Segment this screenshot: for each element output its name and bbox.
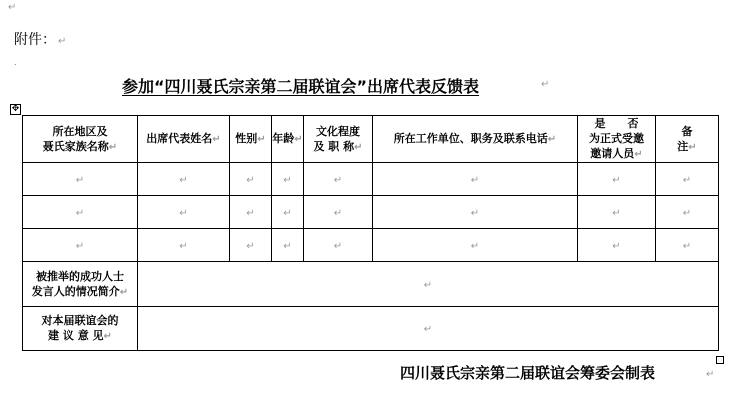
table-cell[interactable] <box>304 196 373 229</box>
empty-paragraph-dot: . <box>14 58 17 67</box>
table-cell[interactable] <box>272 163 304 196</box>
cell-mark: ↵ <box>246 240 255 252</box>
table-cell[interactable] <box>373 229 578 262</box>
cell-mark: ↵ <box>682 207 692 219</box>
cell-mark: ↵ <box>682 174 692 186</box>
column-header[interactable] <box>272 116 304 163</box>
table-cell[interactable] <box>230 163 272 196</box>
table-header-row <box>23 116 719 163</box>
table-row <box>23 229 719 262</box>
cell-mark: ↵ <box>179 207 188 219</box>
table-move-handle-icon[interactable]: ✥ <box>11 104 20 114</box>
recommend-label-cell[interactable] <box>23 262 138 307</box>
table-cell[interactable] <box>272 229 304 262</box>
column-header[interactable] <box>230 116 272 163</box>
recommend-label: 被推举的成功人士 发言人的情况简介 <box>31 269 124 298</box>
cell-mark: ↵ <box>547 134 557 145</box>
cell-mark: ↵ <box>294 134 303 145</box>
cell-mark: ↵ <box>103 331 112 342</box>
table-cell[interactable] <box>138 229 230 262</box>
cell-mark: ↵ <box>612 174 621 186</box>
table-cell[interactable] <box>656 163 719 196</box>
cell-mark: ↵ <box>470 174 480 186</box>
column-header-label: 所在工作单位、职务及联系电话 <box>393 132 548 145</box>
cell-mark: ↵ <box>634 149 643 160</box>
column-header-label: 性别 <box>235 132 258 145</box>
cell-mark: ↵ <box>283 240 292 252</box>
cell-mark: ↵ <box>119 286 129 298</box>
table-cell[interactable] <box>373 163 578 196</box>
column-header[interactable] <box>373 116 578 163</box>
paragraph-mark: ↵ <box>541 79 550 90</box>
cell-mark: ↵ <box>179 174 188 186</box>
table-cell[interactable] <box>230 196 272 229</box>
table-cell[interactable] <box>304 229 373 262</box>
suggest-row <box>23 307 719 351</box>
table-cell[interactable] <box>578 196 656 229</box>
cell-mark: ↵ <box>257 134 266 145</box>
table-cell[interactable] <box>656 229 719 262</box>
cell-mark: ↵ <box>246 207 255 219</box>
table-cell[interactable] <box>304 163 373 196</box>
cell-mark: ↵ <box>354 141 363 153</box>
cell-mark: ↵ <box>470 207 480 219</box>
table-cell[interactable] <box>23 229 138 262</box>
table-cell[interactable] <box>138 163 230 196</box>
cell-mark: ↵ <box>470 240 480 252</box>
cell-mark: ↵ <box>423 324 433 335</box>
paragraph-mark: ↵ <box>8 2 17 13</box>
table-cell[interactable] <box>23 163 138 196</box>
table-cell[interactable] <box>138 196 230 229</box>
table-cell[interactable] <box>230 229 272 262</box>
table-cell[interactable] <box>272 196 304 229</box>
cell-mark: ↵ <box>682 240 692 252</box>
column-header[interactable] <box>304 116 373 163</box>
column-header-label: 年龄 <box>272 132 295 145</box>
table-cell[interactable] <box>23 196 138 229</box>
suggest-label: 对本届联谊会的 建 议 意 见 <box>41 314 119 342</box>
paragraph-mark: ↵ <box>706 369 715 380</box>
cell-mark: ↵ <box>688 141 697 153</box>
column-header-label: 是 否 为正式受邀 邀请人员 <box>589 117 644 160</box>
table-cell[interactable] <box>373 196 578 229</box>
table-cell[interactable] <box>578 163 656 196</box>
cell-mark: ↵ <box>423 279 433 291</box>
feedback-table <box>22 115 719 351</box>
column-header[interactable] <box>138 116 230 163</box>
table-cell[interactable] <box>578 229 656 262</box>
suggest-content-cell[interactable] <box>138 307 719 351</box>
cell-mark: ↵ <box>108 141 118 153</box>
suggest-label-cell[interactable] <box>23 307 138 351</box>
cell-mark: ↵ <box>75 240 85 252</box>
column-header[interactable] <box>578 116 656 163</box>
column-header[interactable] <box>656 116 719 163</box>
form-title: 参加“四川聂氏宗亲第二届联谊会”出席代表反馈表 <box>122 77 480 96</box>
cell-mark: ↵ <box>283 207 292 219</box>
table-row <box>23 163 719 196</box>
cell-mark: ↵ <box>612 207 621 219</box>
cell-mark: ↵ <box>246 174 255 186</box>
column-header[interactable] <box>23 116 138 163</box>
paragraph-mark: ↵ <box>58 36 67 47</box>
recommend-row <box>23 262 719 307</box>
attachment-label <box>14 29 66 49</box>
column-header-label: 文化程度 及 职 称 <box>313 124 360 153</box>
cell-mark: ↵ <box>333 240 343 252</box>
cell-mark: ↵ <box>333 174 343 186</box>
footer-issuer: 四川聂氏宗亲第二届联谊会筹委会制表 <box>400 364 656 382</box>
table-row <box>23 196 719 229</box>
cell-mark: ↵ <box>212 134 221 145</box>
attachment-text: 附件： <box>14 32 56 48</box>
table-cell[interactable] <box>656 196 719 229</box>
cell-mark: ↵ <box>75 174 85 186</box>
cell-mark: ↵ <box>179 240 188 252</box>
cell-mark: ↵ <box>612 240 621 252</box>
cell-mark: ↵ <box>333 207 343 219</box>
recommend-content-cell[interactable] <box>138 262 719 307</box>
column-header-label: 出席代表姓名 <box>146 132 213 145</box>
column-header-label: 备 注 <box>677 124 693 153</box>
cell-mark: ↵ <box>75 207 85 219</box>
table-resize-handle[interactable] <box>716 356 724 364</box>
column-header-label: 所在地区及 聂氏家族名称 <box>42 124 109 153</box>
cell-mark: ↵ <box>283 174 292 186</box>
